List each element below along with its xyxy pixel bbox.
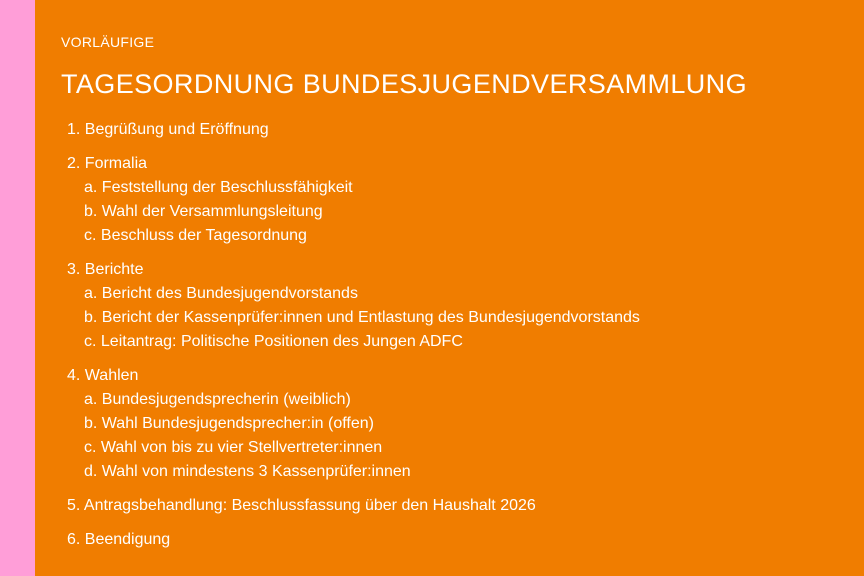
agenda-item-label: 5. Antragsbehandlung: Beschlussfassung über den Haushalt 2026 — [67, 497, 536, 514]
agenda-item — [67, 118, 844, 142]
agenda-sublist — [67, 388, 844, 484]
agenda-item — [67, 528, 844, 552]
agenda-item — [67, 364, 844, 484]
agenda-subitem: c. Leitantrag: Politische Positionen des Jungen ADFC — [84, 333, 463, 350]
agenda-subitem: d. Wahl von mindestens 3 Kassenprüfer:innen — [84, 463, 411, 480]
agenda-item-label: 3. Berichte — [67, 261, 144, 278]
agenda-item — [67, 152, 844, 248]
agenda-subitem: a. Feststellung der Beschlussfähigkeit — [84, 179, 353, 196]
side-stripe — [0, 0, 35, 576]
agenda-list — [61, 118, 844, 552]
agenda-subitem: b. Wahl Bundesjugendsprecher:in (offen) — [84, 415, 374, 432]
kicker-label: VORLÄUFIGE — [61, 34, 155, 50]
agenda-item-label: 4. Wahlen — [67, 367, 139, 384]
agenda-slide — [61, 34, 844, 562]
agenda-sublist — [67, 282, 844, 354]
agenda-subitem: a. Bundesjugendsprecherin (weiblich) — [84, 391, 351, 408]
agenda-item-label: 2. Formalia — [67, 155, 148, 172]
agenda-item — [67, 258, 844, 354]
agenda-subitem: c. Beschluss der Tagesordnung — [84, 227, 307, 244]
agenda-item — [67, 494, 844, 518]
agenda-subitem: a. Bericht des Bundesjugendvorstands — [84, 285, 358, 302]
page-title: TAGESORDNUNG BUNDESJUGENDVERSAMMLUNG — [61, 69, 747, 99]
agenda-subitem: c. Wahl von bis zu vier Stellvertreter:innen — [84, 439, 383, 456]
agenda-item-label: 1. Begrüßung und Eröffnung — [67, 121, 269, 138]
agenda-subitem: b. Wahl der Versammlungsleitung — [84, 203, 323, 220]
agenda-subitem: b. Bericht der Kassenprüfer:innen und Entlastung des Bundesjugendvorstands — [84, 309, 640, 326]
agenda-item-label: 6. Beendigung — [67, 531, 171, 548]
agenda-sublist — [67, 176, 844, 248]
